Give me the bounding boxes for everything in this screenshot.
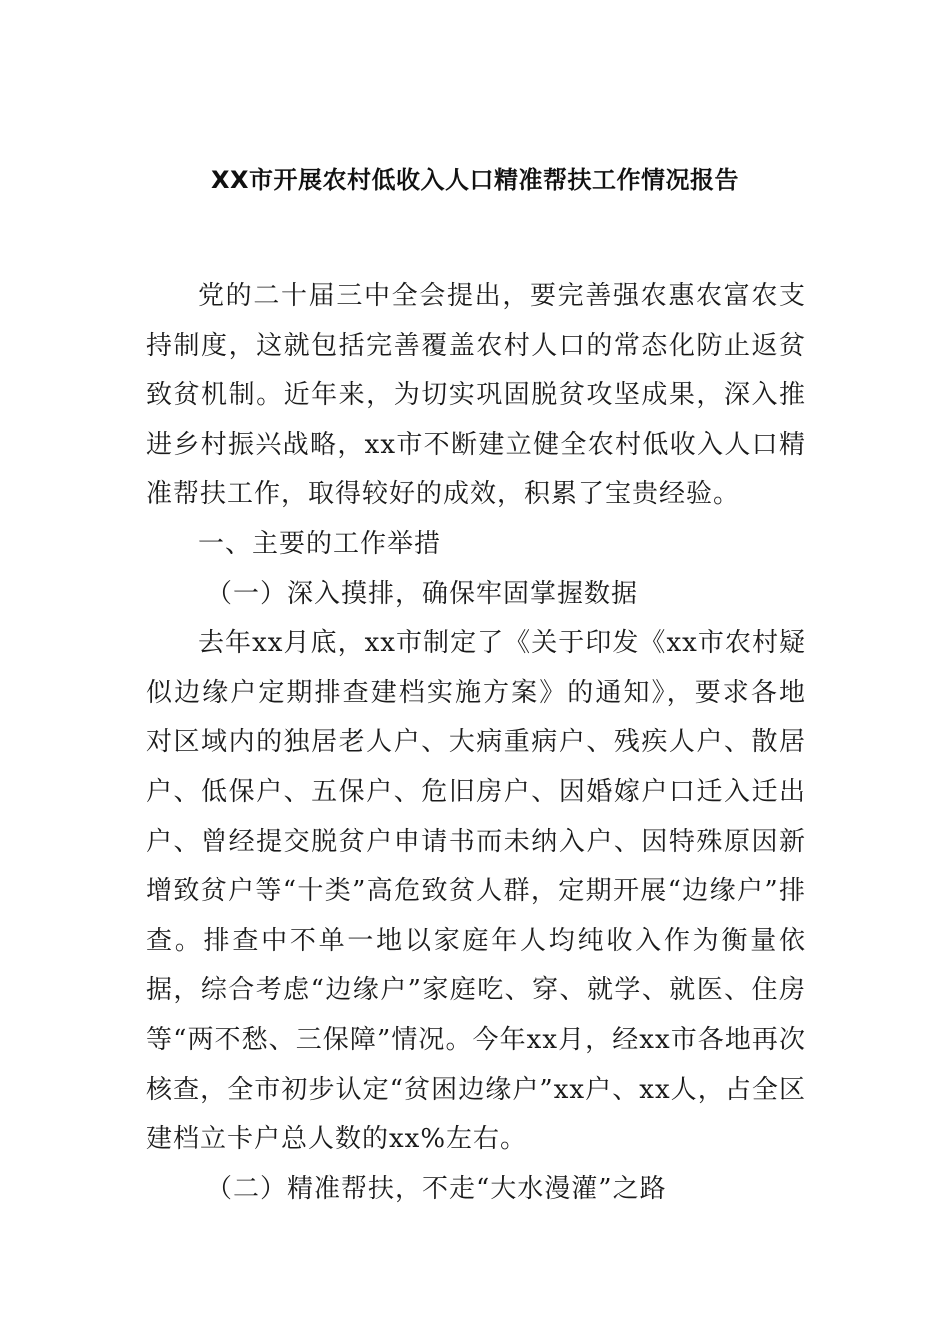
subsection-paragraph-investigation: 去年xx月底，xx市制定了《关于印发《xx市农村疑似边缘户定期排查建档实施方案》的通知》，要求各地对区域内的独居老人户、大病重病户、残疾人户、散居户、低保户、五保户、危旧房户、因婚嫁户口迁入迁出户、曾经提交脱贫户申请书而未纳入户、因特殊原因新增致贫户等“十类”高危致贫人群，定期开展“边缘户”排查。排查中不单一地以家庭年人均纯收入作为衡量依据，综合考虑“边缘户”家庭吃、穿、就学、就医、住房等“两不愁、三保障”情况。今年xx月，经xx市各地再次核查，全市初步认定“贫困边缘户”xx户、xx人，占全区建档立卡户总人数的xx%左右。: [146, 628, 806, 1155]
subsection-heading-precise-assistance: （二）精准帮扶，不走“大水漫灌”之路: [206, 1173, 667, 1204]
section-heading-main-measures: 一、主要的工作举措: [198, 528, 442, 559]
document-title: XX市开展农村低收入人口精准帮扶工作情况报告: [210, 166, 739, 194]
subsection-heading-investigation: （一）深入摸排，确保牢固掌握数据: [206, 578, 639, 609]
document-body: [146, 272, 806, 1214]
intro-paragraph: 党的二十届三中全会提出，要完善强农惠农富农支持制度，这就包括完善覆盖农村人口的常态化防止返贫致贫机制。近年来，为切实巩固脱贫攻坚成果，深入推进乡村振兴战略，xx市不断建立健全农村低收入人口精准帮扶工作，取得较好的成效，积累了宝贵经验。: [146, 281, 806, 510]
